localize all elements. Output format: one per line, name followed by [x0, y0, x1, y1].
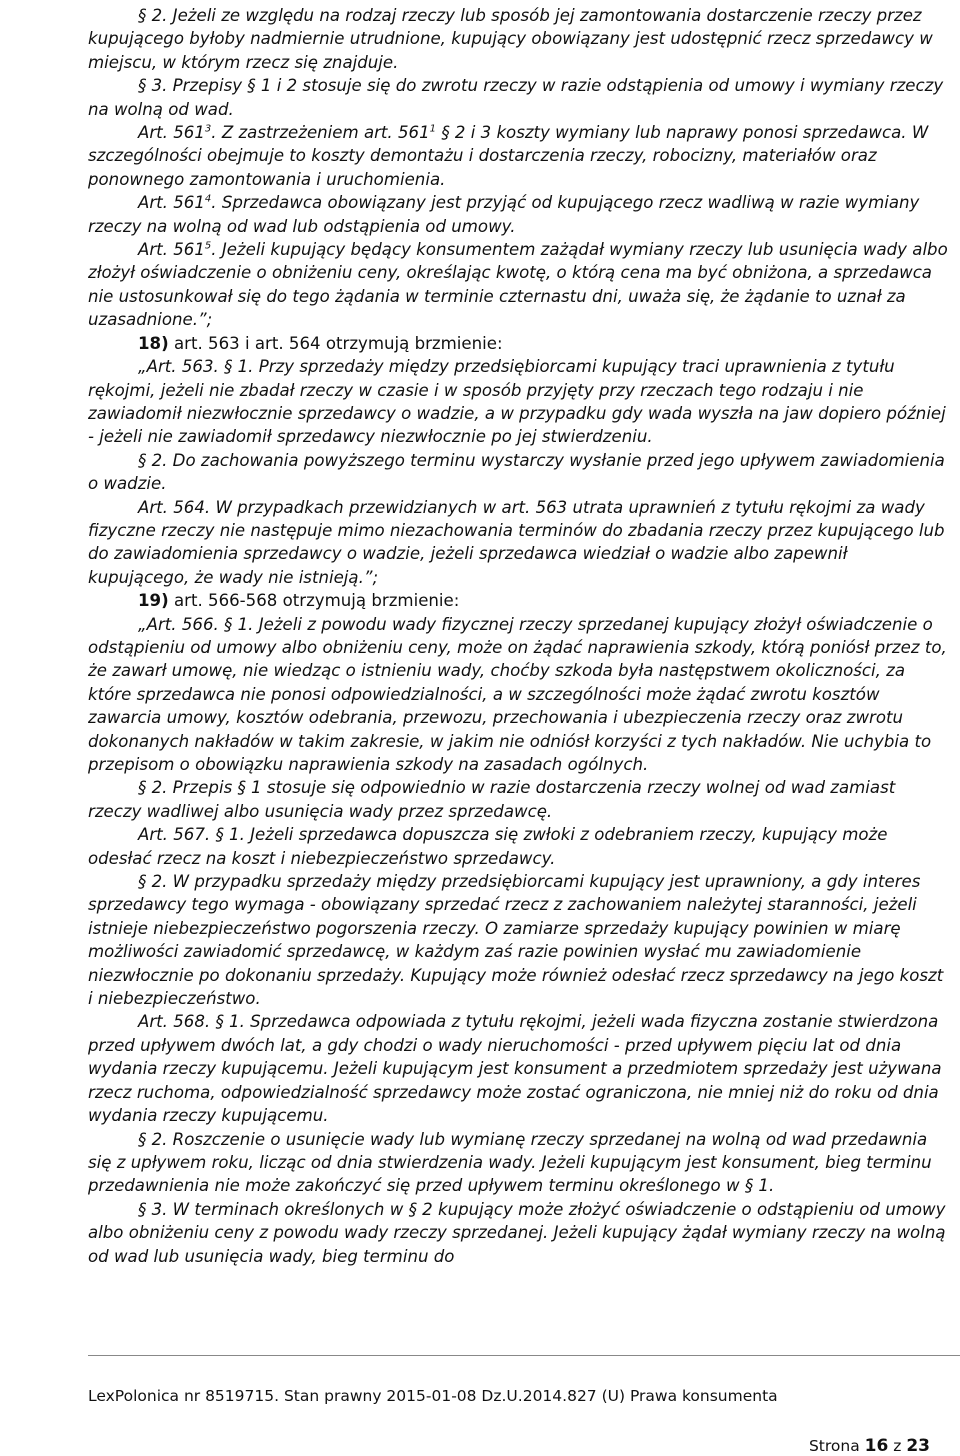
paragraph-art568-s3: § 3. W terminach określonych w § 2 kupujący może złożyć oświadczenie o odstąpieniu od umowy albo obniżeniu ceny z powodu wady rzeczy sprzedanej. Jeżeli kupujący żądał wymiany rzeczy na wolną od wad lub usunięcia wady, bieg terminu do	[88, 1199, 946, 1266]
paragraph-point-19	[88, 589, 948, 612]
text-run: art. 566-568 otrzymują brzmienie:	[168, 591, 460, 611]
article-label: Art. 561	[138, 123, 205, 143]
page-current: 16	[864, 1436, 889, 1456]
page-sep: z	[893, 1437, 902, 1455]
page-word: Strona	[808, 1437, 860, 1455]
paragraph-art567-s2: § 2. W przypadku sprzedaży między przedsiębiorcami kupujący jest uprawniony, a gdy interes sprzedawcy tego wymaga - obowiązany sprzedać rzecz z zachowaniem należytej staranności, jeżeli istnieje niebezpieczeństwo pogorszenia rzeczy. O zamiarze sprzedaży kupujący powinien w miarę możliwości zawiadomić sprzedawcę, w każdym zaś razie powinien wysłać mu zawiadomienie niezwłocznie po dokonaniu sprzedaży. Kupujący może również odesłać rzecz sprzedawcy na jego koszt i niebezpieczeństwo.	[88, 872, 944, 1009]
article-label: Art. 561	[138, 240, 205, 260]
text-run: . Z zastrzeżeniem art. 561	[211, 123, 430, 143]
text-run: . Jeżeli kupujący będący konsumentem zażądał wymiany rzeczy lub usunięcia wady albo złożył oświadczenie o obniżeniu ceny, określając kwotę, o którą cena ma być obniżona, a sprzedawca nie ustosunkował się do tego żądania w terminie czternastu dni, uważa się, że żądanie to uznał za uzasadnione.”;	[88, 240, 948, 330]
paragraph-art561-3	[88, 121, 948, 191]
paragraph-art561-2-s2: § 2. Jeżeli ze względu na rodzaj rzeczy lub sposób jej zamontowania dostarczenie rzeczy przez kupującego byłoby nadmiernie utrudnione, kupujący obowiązany jest udostępnić rzecz sprzedawcy w miejscu, w którym rzecz się znajduje.	[88, 6, 933, 72]
paragraph-art561-2-s3: § 3. Przepisy § 1 i 2 stosuje się do zwrotu rzeczy w razie odstąpienia od umowy i wymiany rzeczy na wolną od wad.	[88, 76, 944, 119]
page-number	[809, 1436, 930, 1456]
paragraph-art566-s1: „Art. 566. § 1. Jeżeli z powodu wady fizycznej rzeczy sprzedanej kupujący złożył oświadczenie o odstąpieniu od umowy albo obniżeniu ceny, może on żądać naprawienia szkody, którą poniósł przez to, że zawarł umowę, nie wiedząc o istnieniu wady, choćby szkoda była następstwem okoliczności, za które sprzedawca nie ponosi odpowiedzialności, a w szczególności może żądać zwrotu kosztów zawarcia umowy, kosztów odebrania, przewozu, przechowania i ubezpieczenia rzeczy oraz zwrotu dokonanych nakładów w takim zakresie, w jakim nie odniósł korzyści z tych nakładów. Nie uchybia to przepisom o obowiązku naprawienia szkody na zasadach ogólnych.	[88, 614, 947, 774]
paragraph-point-18	[88, 332, 948, 355]
paragraph-art568-s1: Art. 568. § 1. Sprzedawca odpowiada z tytułu rękojmi, jeżeli wada fizyczna zostanie stwierdzona przed upływem dwóch lat, a gdy chodzi o wady nieruchomości - przed upływem pięciu lat od dnia wydania rzeczy kupującemu. Jeżeli kupującym jest konsument a przedmiotem sprzedaży jest używana rzecz ruchoma, odpowiedzialność sprzedawcy może zostać ograniczona, nie mniej niż do roku od dnia wydania rzeczy kupującemu.	[88, 1012, 942, 1126]
superscript: 4	[204, 193, 212, 205]
document-body	[88, 4, 948, 1268]
point-number: 18)	[138, 333, 169, 353]
footer-source: LexPolonica nr 8519715. Stan prawny 2015-01-08 Dz.U.2014.827 (U) Prawa konsumenta	[88, 1387, 778, 1405]
paragraph-art567-s1: Art. 567. § 1. Jeżeli sprzedawca dopuszcza się zwłoki z odebraniem rzeczy, kupujący może odesłać rzecz na koszt i niebezpieczeństwo sprzedawcy.	[88, 825, 888, 868]
page-total: 23	[906, 1436, 930, 1456]
text-run: . Sprzedawca obowiązany jest przyjąć od kupującego rzecz wadliwą w razie wymiany rzeczy na wolną od wad lub odstąpienia od umowy.	[88, 193, 920, 236]
paragraph-art563-s2: § 2. Do zachowania powyższego terminu wystarczy wysłanie przed jego upływem zawiadomienia o wadzie.	[88, 450, 945, 494]
paragraph-art563-s1: „Art. 563. § 1. Przy sprzedaży między przedsiębiorcami kupujący traci uprawnienia z tytułu rękojmi, jeżeli nie zbadał rzeczy w czasie i w sposób przyjęty przy rzeczach tego rodzaju i nie zawiadomił niezwłocznie sprzedawcy o wadzie, a w przypadku gdy wada wyszła na jaw dopiero później - jeżeli nie zawiadomił sprzedawcy niezwłocznie po jej stwierdzeniu.	[88, 357, 946, 447]
superscript: 1	[429, 123, 437, 135]
paragraph-art561-4	[88, 191, 948, 238]
point-number: 19)	[138, 591, 169, 611]
text-run: art. 563 i art. 564 otrzymują brzmienie:	[168, 333, 503, 353]
paragraph-art568-s2: § 2. Roszczenie o usunięcie wady lub wymianę rzeczy sprzedanej na wolną od wad przedawnia się z upływem roku, licząc od dnia stwierdzenia wady. Jeżeli kupującym jest konsument, bieg terminu przedawnienia nie może zakończyć się przed upływem terminu określonego w § 1.	[88, 1129, 932, 1196]
paragraph-art566-s2: § 2. Przepis § 1 stosuje się odpowiednio w razie dostarczenia rzeczy wolnej od wad zamiast rzeczy wadliwej albo usunięcia wady przez sprzedawcę.	[88, 778, 896, 821]
paragraph-art561-5	[88, 238, 948, 332]
article-label: Art. 561	[138, 193, 205, 213]
footer-divider	[88, 1355, 960, 1356]
text-run: § 2 i 3 koszty wymiany lub naprawy ponosi sprzedawca. W szczególności obejmuje to koszty demontażu i dostarczenia rzeczy, robocizny, materiałów oraz ponownego zamontowania i uruchomienia.	[88, 123, 929, 189]
superscript: 5	[204, 240, 212, 252]
superscript: 3	[204, 123, 212, 135]
paragraph-art564: Art. 564. W przypadkach przewidzianych w art. 563 utrata uprawnień z tytułu rękojmi za wady fizyczne rzeczy nie następuje mimo niezachowania terminów do zbadania rzeczy przez kupującego lub do zawiadomienia sprzedawcy o wadzie, jeżeli sprzedawca wiedział o wadzie albo zapewnił kupującego, że wady nie istnieją.”;	[88, 497, 945, 587]
